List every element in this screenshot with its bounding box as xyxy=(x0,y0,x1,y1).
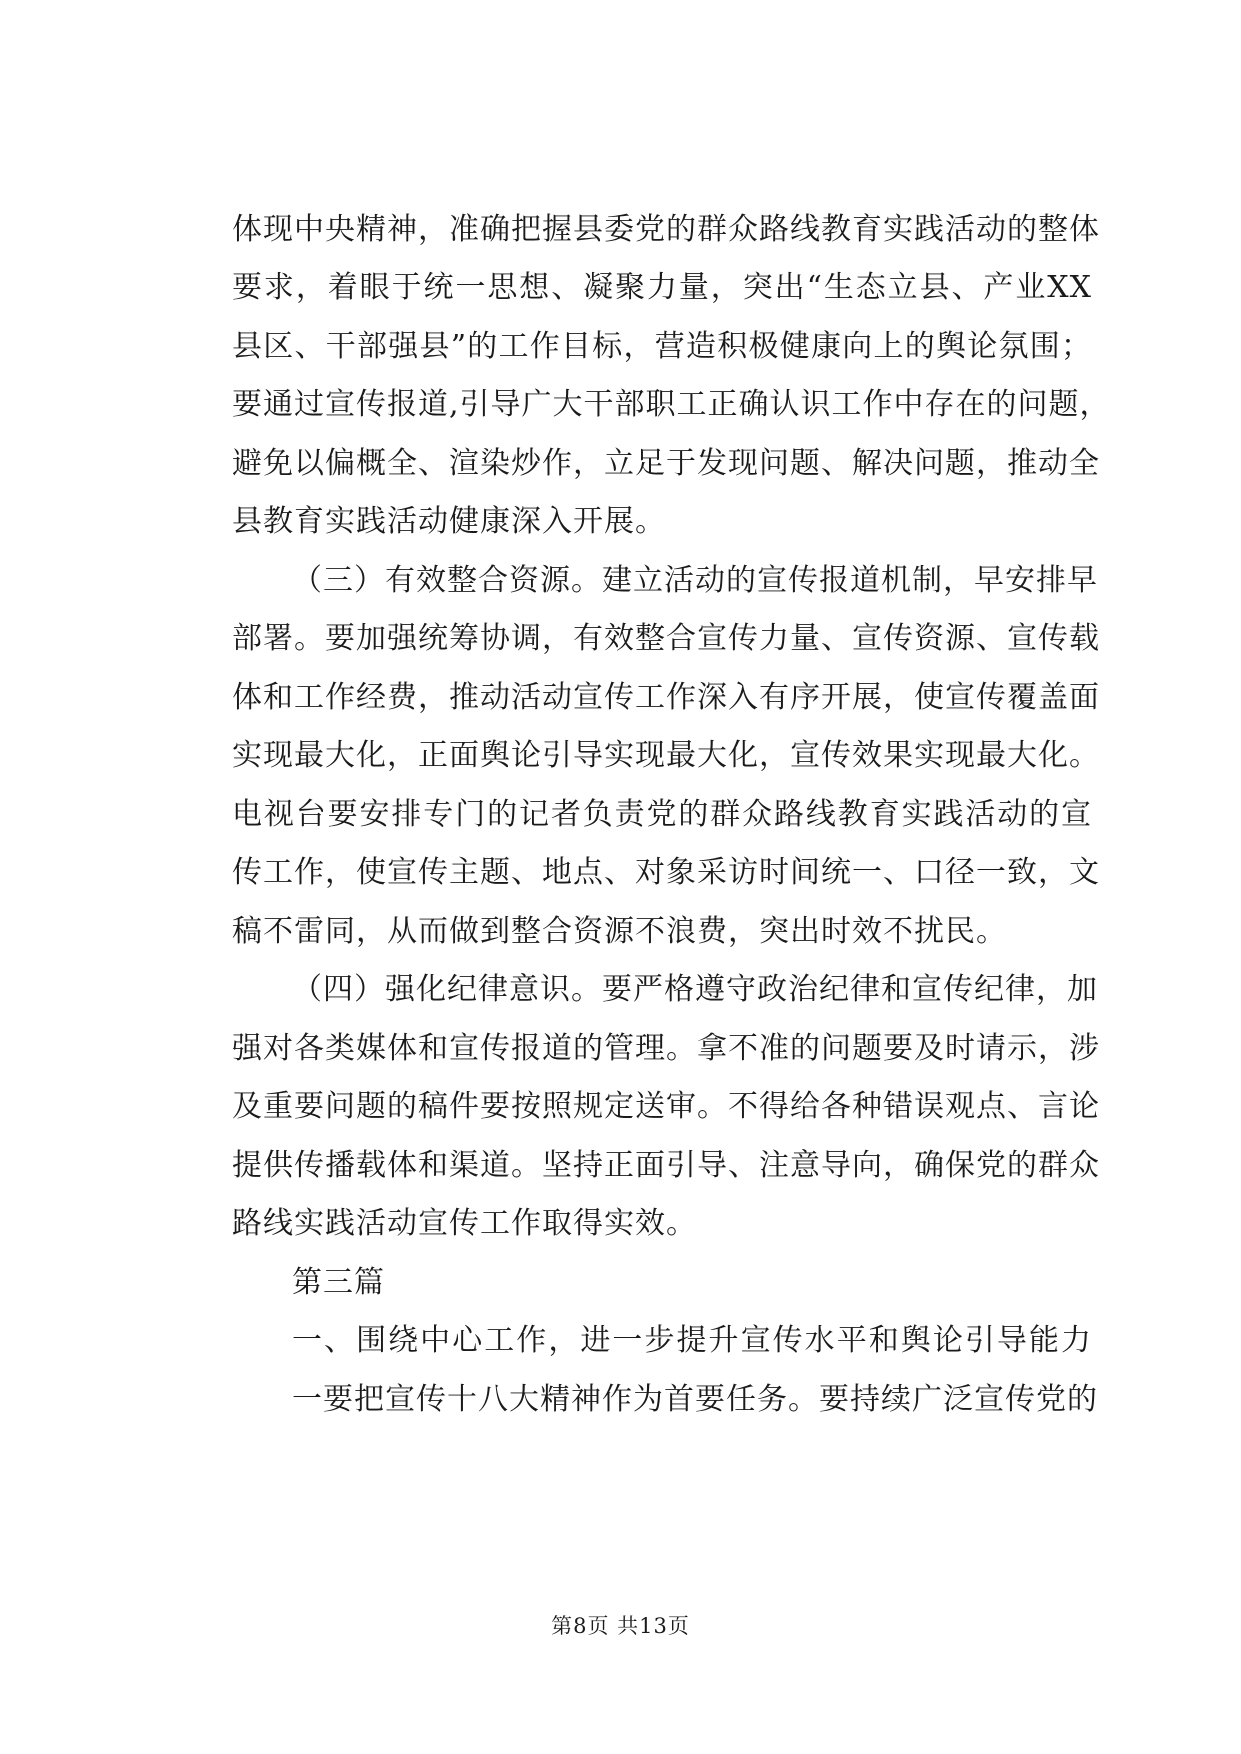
section-heading-line: （四）强化纪律意识。要严格遵守政治纪律和宣传纪律，加 xyxy=(292,972,1098,1007)
page-number-footer: 第8页 共13页 xyxy=(551,1614,690,1638)
body-text-line: 体和工作经费，推动活动宣传工作深入有序开展，使宣传覆盖面 xyxy=(232,680,1100,715)
body-text-line: 县区、干部强县”的工作目标，营造积极健康向上的舆论氛围； xyxy=(232,329,1092,364)
body-text-line: 提供传播载体和渠道。坚持正面引导、注意导向，确保党的群众 xyxy=(232,1148,1100,1183)
body-text-line: 要通过宣传报道,引导广大干部职工正确认识工作中存在的问题， xyxy=(232,387,1111,422)
body-text-line: 实现最大化，正面舆论引导实现最大化，宣传效果实现最大化。 xyxy=(232,738,1100,773)
body-text-line: 稿不雷同，从而做到整合资源不浪费，突出时效不扰民。 xyxy=(232,914,1007,949)
body-text-line: 及重要问题的稿件要按照规定送审。不得给各种错误观点、言论 xyxy=(232,1089,1100,1124)
body-text-line: 体现中央精神，准确把握县委党的群众路线教育实践活动的整体 xyxy=(232,212,1100,247)
part-title: 第三篇 xyxy=(292,1265,385,1300)
section-heading-line: 一、围绕中心工作，进一步提升宣传水平和舆论引导能力 xyxy=(292,1323,1092,1358)
body-text-line: 电视台要安排专门的记者负责党的群众路线教育实践活动的宣 xyxy=(232,797,1092,832)
section-heading-line: （三）有效整合资源。建立活动的宣传报道机制，早安排早 xyxy=(292,563,1098,598)
body-text-line: 路线实践活动宣传工作取得实效。 xyxy=(232,1206,697,1241)
body-text-line: 强对各类媒体和宣传报道的管理。拿不准的问题要及时请示，涉 xyxy=(232,1031,1100,1066)
body-text-line: 传工作，使宣传主题、地点、对象采访时间统一、口径一致，文 xyxy=(232,855,1100,890)
body-text-line: 一要把宣传十八大精神作为首要任务。要持续广泛宣传党的 xyxy=(292,1382,1098,1417)
body-text-line: 县教育实践活动健康深入开展。 xyxy=(232,504,666,539)
body-text-line: 部署。要加强统筹协调，有效整合宣传力量、宣传资源、宣传载 xyxy=(232,621,1100,656)
body-text-line: 避免以偏概全、渲染炒作，立足于发现问题、解决问题，推动全 xyxy=(232,446,1100,481)
body-text-line: 要求，着眼于统一思想、凝聚力量，突出“生态立县、产业XX xyxy=(232,270,1092,305)
